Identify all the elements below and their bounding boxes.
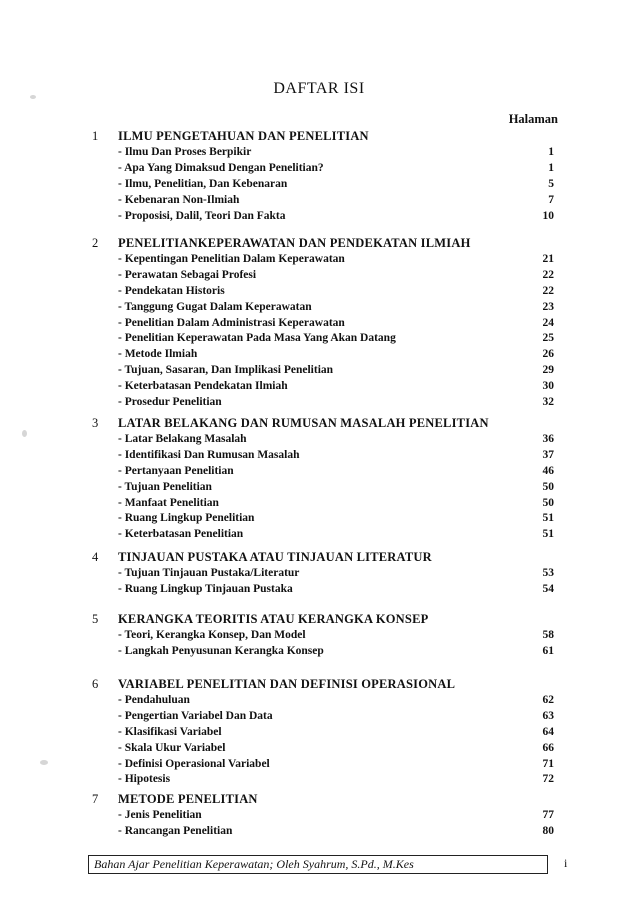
toc-entry-page: 72: [542, 773, 554, 786]
toc-entry-page: 22: [542, 268, 554, 281]
footer-page-number: i: [564, 856, 568, 870]
toc-entry-page: 54: [542, 582, 554, 595]
toc-entry-page: 51: [542, 512, 554, 525]
page-title: DAFTAR ISI: [273, 80, 365, 97]
toc-entry: [0, 583, 638, 599]
chapter-number: 6: [92, 677, 99, 691]
toc-entry: [0, 773, 638, 789]
toc-entry-page: 36: [542, 433, 554, 445]
chapter-title: TINJAUAN PUSTAKA ATAU TINJAUAN LITERATUR: [118, 550, 432, 564]
toc-entry: [0, 433, 638, 449]
toc-entry-label: - Perawatan Sebagai Profesi: [118, 268, 257, 281]
toc-entry-label: - Ilmu Dan Proses Berpikir: [118, 146, 252, 158]
toc-entry-label: - Teori, Kerangka Konsep, Dan Model: [118, 629, 306, 641]
toc-entry: [0, 364, 638, 380]
toc-entry-label: - Kebenaran Non-Ilmiah: [118, 193, 240, 206]
toc-entry-page: 71: [542, 757, 554, 770]
toc-entry-label: - Proposisi, Dalil, Teori Dan Fakta: [118, 209, 286, 222]
toc-entry: [0, 449, 638, 465]
chapter-number: 4: [92, 550, 99, 564]
chapter-section: [0, 236, 638, 412]
toc-entry-label: - Prosedur Penelitian: [118, 396, 222, 409]
toc-entry: [0, 396, 638, 412]
toc-entry-page: 5: [548, 177, 554, 190]
toc-entry-page: 25: [542, 332, 554, 345]
toc-entry-label: - Jenis Penelitian: [118, 809, 202, 821]
toc-entry-page: 50: [542, 496, 554, 509]
toc-entry-label: - Tujuan Tinjauan Pustaka/Literatur: [118, 567, 300, 579]
toc-entry-page: 23: [542, 300, 554, 313]
scan-speck: [30, 95, 36, 99]
toc-entry-label: - Definisi Operasional Variabel: [118, 757, 270, 770]
toc-entry-label: - Ilmu, Penelitian, Dan Kebenaran: [118, 177, 288, 190]
toc-entry: [0, 194, 638, 210]
toc-entry: [0, 710, 638, 726]
toc-entry: [0, 317, 638, 333]
chapter-number: 5: [92, 612, 99, 626]
toc-entry: [0, 285, 638, 301]
toc-entry: [0, 528, 638, 544]
toc-entry: [0, 645, 638, 661]
toc-entry-page: 64: [542, 725, 554, 738]
toc-entry-page: 26: [542, 348, 554, 361]
toc-entry-page: 80: [542, 824, 554, 837]
toc-entry: [0, 146, 638, 162]
chapter-section: [0, 416, 638, 544]
chapter-heading: [0, 612, 638, 629]
chapter-heading: [0, 792, 638, 809]
toc-entry-label: - Identifikasi Dan Rumusan Masalah: [118, 448, 300, 461]
toc-entry-page: 51: [542, 528, 554, 541]
toc-entry: [0, 629, 638, 645]
toc-entry-label: - Pendekatan Historis: [118, 284, 225, 297]
toc-entry-label: - Keterbatasan Pendekatan Ilmiah: [118, 380, 288, 393]
toc-entry-label: - Tanggung Gugat Dalam Keperawatan: [118, 300, 312, 313]
chapter-title: KERANGKA TEORITIS ATAU KERANGKA KONSEP: [118, 612, 429, 626]
chapter-section: [0, 612, 638, 661]
toc-entry: [0, 332, 638, 348]
toc-entry: [0, 178, 638, 194]
toc-entry-page: 32: [542, 396, 554, 409]
chapter-title: LATAR BELAKANG DAN RUMUSAN MASALAH PENELITIAN: [118, 416, 489, 430]
toc-entry: [0, 301, 638, 317]
toc-entry-page: 58: [542, 629, 554, 641]
toc-entry-label: - Klasifikasi Variabel: [118, 725, 222, 738]
toc-entry-page: 1: [548, 146, 554, 158]
chapter-section: [0, 550, 638, 599]
footer-box: [88, 855, 548, 874]
toc-entry-page: 24: [542, 316, 554, 329]
toc-entry-label: - Hipotesis: [118, 773, 171, 786]
toc-entry: [0, 694, 638, 710]
toc-entry-label: - Ruang Lingkup Tinjauan Pustaka: [118, 582, 293, 595]
toc-entry-label: - Kepentingan Penelitian Dalam Keperawatan: [118, 253, 345, 265]
toc-entry: [0, 348, 638, 364]
toc-entry-page: 22: [542, 284, 554, 297]
chapter-section: [0, 677, 638, 789]
toc-entry: [0, 253, 638, 269]
chapter-number: 1: [92, 129, 99, 143]
toc-entry: [0, 269, 638, 285]
chapter-heading: [0, 416, 638, 433]
toc-entry: [0, 497, 638, 513]
toc-entry-label: - Tujuan, Sasaran, Dan Implikasi Penelitian: [118, 364, 334, 377]
toc-entry: [0, 210, 638, 226]
chapter-title: ILMU PENGETAHUAN DAN PENELITIAN: [118, 129, 369, 143]
toc-entry-label: - Tujuan Penelitian: [118, 480, 212, 493]
toc-entry-page: 61: [542, 644, 554, 657]
toc-entry-label: - Langkah Penyusunan Kerangka Konsep: [118, 644, 324, 657]
footer-text: Bahan Ajar Penelitian Keperawatan; Oleh Syahrum, S.Pd., M.Kes: [94, 857, 414, 871]
toc-entry: [0, 465, 638, 481]
scan-speck: [22, 430, 27, 437]
toc-entry-page: 30: [542, 380, 554, 393]
toc-entry: [0, 758, 638, 774]
chapter-heading: [0, 236, 638, 253]
toc-entry: [0, 162, 638, 178]
toc-entry-label: - Pengertian Variabel Dan Data: [118, 709, 273, 722]
chapter-heading: [0, 550, 638, 567]
toc-entry-page: 29: [542, 364, 554, 377]
toc-entry-label: - Pendahuluan: [118, 694, 190, 706]
halaman-column-label: Halaman: [508, 112, 558, 126]
chapter-section: [0, 129, 638, 225]
chapter-number: 3: [92, 416, 99, 430]
toc-entry: [0, 742, 638, 758]
toc-entry: [0, 809, 638, 825]
toc-entry-page: 53: [542, 567, 554, 579]
toc-entry: [0, 825, 638, 841]
toc-entry-label: - Metode Ilmiah: [118, 348, 198, 361]
toc-entry-label: - Penelitian Dalam Administrasi Keperawatan: [118, 316, 345, 329]
chapter-number: 2: [92, 236, 99, 250]
toc-entry-page: 63: [542, 709, 554, 722]
toc-entry: [0, 512, 638, 528]
toc-entry: [0, 567, 638, 583]
chapter-title: METODE PENELITIAN: [118, 792, 258, 806]
chapter-title: PENELITIANKEPERAWATAN DAN PENDEKATAN ILMIAH: [118, 236, 471, 250]
toc-entry-page: 1: [548, 161, 554, 174]
scan-speck: [40, 760, 48, 765]
toc-entry-label: - Apa Yang Dimaksud Dengan Penelitian?: [118, 161, 324, 174]
toc-entry: [0, 380, 638, 396]
toc-entry-label: - Keterbatasan Penelitian: [118, 528, 244, 541]
toc-entry-page: 50: [542, 480, 554, 493]
toc-entry-label: - Pertanyaan Penelitian: [118, 464, 234, 477]
toc-entry-page: 7: [548, 193, 554, 206]
chapter-heading: [0, 129, 638, 146]
toc-entry: [0, 726, 638, 742]
toc-entry-label: - Penelitian Keperawatan Pada Masa Yang Akan Datang: [118, 332, 396, 345]
toc-entry-page: 66: [542, 741, 554, 754]
toc-entry-label: - Skala Ukur Variabel: [118, 741, 226, 754]
toc-entry-page: 21: [542, 253, 554, 265]
chapter-section: [0, 792, 638, 841]
toc-entry-page: 62: [542, 694, 554, 706]
toc-entry-page: 37: [542, 448, 554, 461]
toc-entry-page: 46: [542, 464, 554, 477]
toc-entry-label: - Rancangan Penelitian: [118, 824, 233, 837]
toc-entry-page: 10: [542, 209, 554, 222]
chapter-heading: [0, 677, 638, 694]
toc-entry-page: 77: [542, 809, 554, 821]
toc-entry-label: - Latar Belakang Masalah: [118, 433, 247, 445]
chapter-number: 7: [92, 792, 99, 806]
chapter-title: VARIABEL PENELITIAN DAN DEFINISI OPERASIONAL: [118, 677, 456, 691]
toc-entry-label: - Manfaat Penelitian: [118, 496, 219, 509]
toc-entry-label: - Ruang Lingkup Penelitian: [118, 512, 255, 525]
toc-entry: [0, 481, 638, 497]
